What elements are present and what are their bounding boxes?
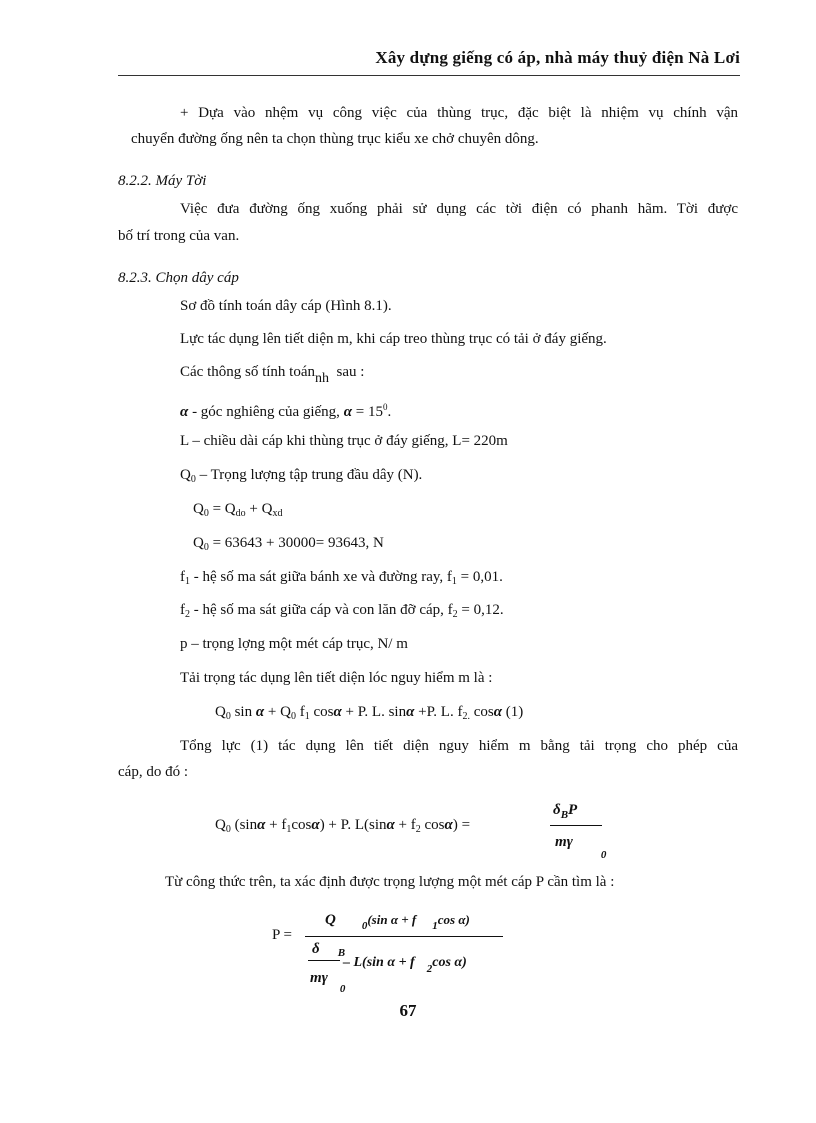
fraction-bar	[305, 936, 503, 937]
subscript: 1	[304, 711, 310, 722]
formula-3-numerator	[325, 910, 470, 936]
text-span: Q	[215, 704, 226, 720]
text-span: = 0,12.	[457, 602, 504, 618]
header-rule	[118, 75, 740, 76]
alpha-symbol: α	[444, 817, 453, 833]
alpha-symbol: α	[406, 704, 415, 720]
subscript: 2	[185, 609, 190, 620]
subscript: 0	[203, 508, 209, 519]
subscript: B	[560, 809, 569, 821]
subscript: 0	[361, 920, 368, 932]
text-span: = 63643 + 30000= 93643, N	[208, 535, 384, 551]
text-span: Q	[180, 467, 191, 483]
subscript: 0	[225, 711, 231, 722]
text-span: (sin	[230, 817, 258, 833]
text-span: Q	[193, 501, 204, 517]
text-span: + f	[394, 817, 416, 833]
text-span: cos	[469, 704, 494, 720]
text-span: = Q	[208, 501, 236, 517]
text-span: cos	[420, 817, 445, 833]
delta-symbol: δ	[553, 802, 561, 818]
text-line: Sơ đồ tính toán dây cáp (Hình 8.1).	[180, 298, 392, 314]
text-span: P	[568, 802, 578, 818]
alpha-symbol: α	[255, 704, 265, 720]
para1-line1: + Dựa vào nhệm vụ công việc của thùng trục, đặc biệt là nhiệm vụ chính vận	[180, 105, 738, 121]
para1-line2: chuyển đường ống nên ta chọn thùng trục kiểu xe chở chuyên dông.	[131, 131, 539, 147]
subscript: 0	[203, 542, 209, 553]
text-span: sin	[230, 704, 256, 720]
formula-2-lhs	[215, 815, 470, 840]
para2-line1: Việc đưa đường ống xuống phải sử dụng các tời điện có phanh hãm. Tời được	[180, 201, 738, 217]
alpha-symbol: α	[311, 817, 320, 833]
text-span: sau :	[336, 364, 365, 380]
alpha-symbol: α	[493, 704, 503, 720]
text-span: cos α)	[437, 912, 470, 927]
text-span: + f	[265, 817, 287, 833]
text-span: cos	[309, 704, 334, 720]
running-header: Xây dựng giếng có áp, nhà máy thuỷ điện Nà Lơi	[375, 48, 740, 67]
text-span: - góc nghiêng của giếng,	[188, 404, 344, 420]
text-span: f	[180, 602, 185, 618]
formula-3-den-mgamma	[310, 968, 345, 999]
text-span: .	[387, 404, 392, 420]
para4-line1: Từ công thức trên, ta xác định được trọng lượng một mét cáp P cần tìm là :	[165, 874, 615, 890]
para3-line2: cáp, do đó :	[118, 764, 188, 780]
subscript: 1	[451, 576, 457, 587]
text-span: Q	[215, 817, 226, 833]
fraction-bar	[550, 825, 602, 826]
text-span: - hệ số ma sát giữa cáp và con lăn đỡ cáp, f	[190, 602, 453, 618]
equation-q0-value	[193, 533, 384, 558]
subscript: do	[235, 508, 246, 519]
text-span: +P. L. f	[414, 704, 463, 720]
text-span: mγ	[310, 970, 328, 986]
text-line: Lực tác dụng lên tiết diện m, khi cáp treo thùng trục có tải ở đáy giếng.	[180, 331, 607, 347]
text-span: (1)	[502, 704, 524, 720]
equation-q0	[193, 499, 282, 524]
subscript: nh	[315, 371, 329, 386]
text-line: L – chiều dài cáp khi thùng trục ở đáy giếng, L= 220m	[180, 433, 508, 449]
subscript: 2	[452, 609, 458, 620]
text-span: + Q	[245, 501, 273, 517]
alpha-symbol: α	[257, 817, 266, 833]
text-line	[180, 465, 422, 490]
text-line: p – trọng lợng một mét cáp trục, N/ m	[180, 636, 408, 652]
subscript: 0	[600, 849, 607, 861]
subscript: 1	[432, 920, 438, 932]
subscript: 2.	[462, 711, 470, 722]
subscript: 0	[225, 824, 231, 835]
formula-3-lhs: P =	[272, 927, 292, 943]
text-span: (sin α + f	[367, 912, 417, 927]
text-span: mγ	[555, 834, 573, 850]
text-span: f	[295, 704, 305, 720]
text-span: cos	[291, 817, 312, 833]
text-span: - hệ số ma sát giữa bánh xe và đường ray, f	[190, 569, 452, 585]
subscript: 1	[286, 824, 292, 835]
subscript: xd	[272, 508, 283, 519]
alpha-symbol: α	[180, 404, 189, 420]
formula-2-numerator	[553, 800, 577, 825]
text-span: – Trọng lượng tập trung đầu dây (N).	[195, 467, 423, 483]
text-span: = 15	[352, 404, 383, 420]
subscript: 0	[339, 983, 346, 995]
formula-1	[215, 702, 523, 727]
text-span: f	[180, 569, 185, 585]
text-span: cos α)	[432, 955, 467, 970]
subscript: B	[337, 947, 346, 959]
text-line: Tải trọng tác dụng lên tiết diện lóc nguy hiểm m là :	[180, 670, 493, 686]
subscript: 0	[190, 474, 196, 485]
text-line-f1	[180, 567, 503, 592]
text-span: ) + P. L(sin	[319, 817, 387, 833]
fraction-bar	[308, 960, 340, 961]
text-line-f2	[180, 600, 504, 625]
text-span: = 0,01.	[456, 569, 503, 585]
section-heading-8-2-3: 8.2.3. Chọn dây cáp	[118, 270, 239, 286]
text-span: Q	[193, 535, 204, 551]
text-span: Q	[325, 912, 336, 928]
text-span: + P. L. sin	[341, 704, 407, 720]
page-number: 67	[399, 1001, 417, 1020]
subscript: 1	[185, 576, 190, 587]
para2-line2: bố trí trong của van.	[118, 228, 240, 244]
subscript: 0	[290, 711, 296, 722]
delta-symbol: δ	[312, 941, 320, 957]
text-span: – L(sin α + f	[343, 955, 415, 970]
formula-3-denominator	[343, 953, 467, 979]
text-line-alpha	[180, 397, 391, 422]
text-span: ) =	[452, 817, 471, 833]
section-heading-8-2-2: 8.2.2. Máy Tời	[118, 173, 207, 189]
text-span: + Q	[264, 704, 291, 720]
para3-line1: Tổng lực (1) tác dụng lên tiết diện nguy hiểm m bằng tải trọng cho phép của	[180, 738, 738, 754]
formula-2-denominator	[555, 832, 606, 865]
text-span: Các thông số tính toán	[180, 364, 315, 380]
alpha-symbol: α	[343, 404, 352, 420]
alpha-symbol: α	[333, 704, 342, 720]
subscript: 2	[415, 824, 421, 835]
text-line	[180, 362, 364, 389]
superscript: 0	[382, 402, 388, 412]
alpha-symbol: α	[386, 817, 395, 833]
subscript: 2	[426, 963, 433, 975]
